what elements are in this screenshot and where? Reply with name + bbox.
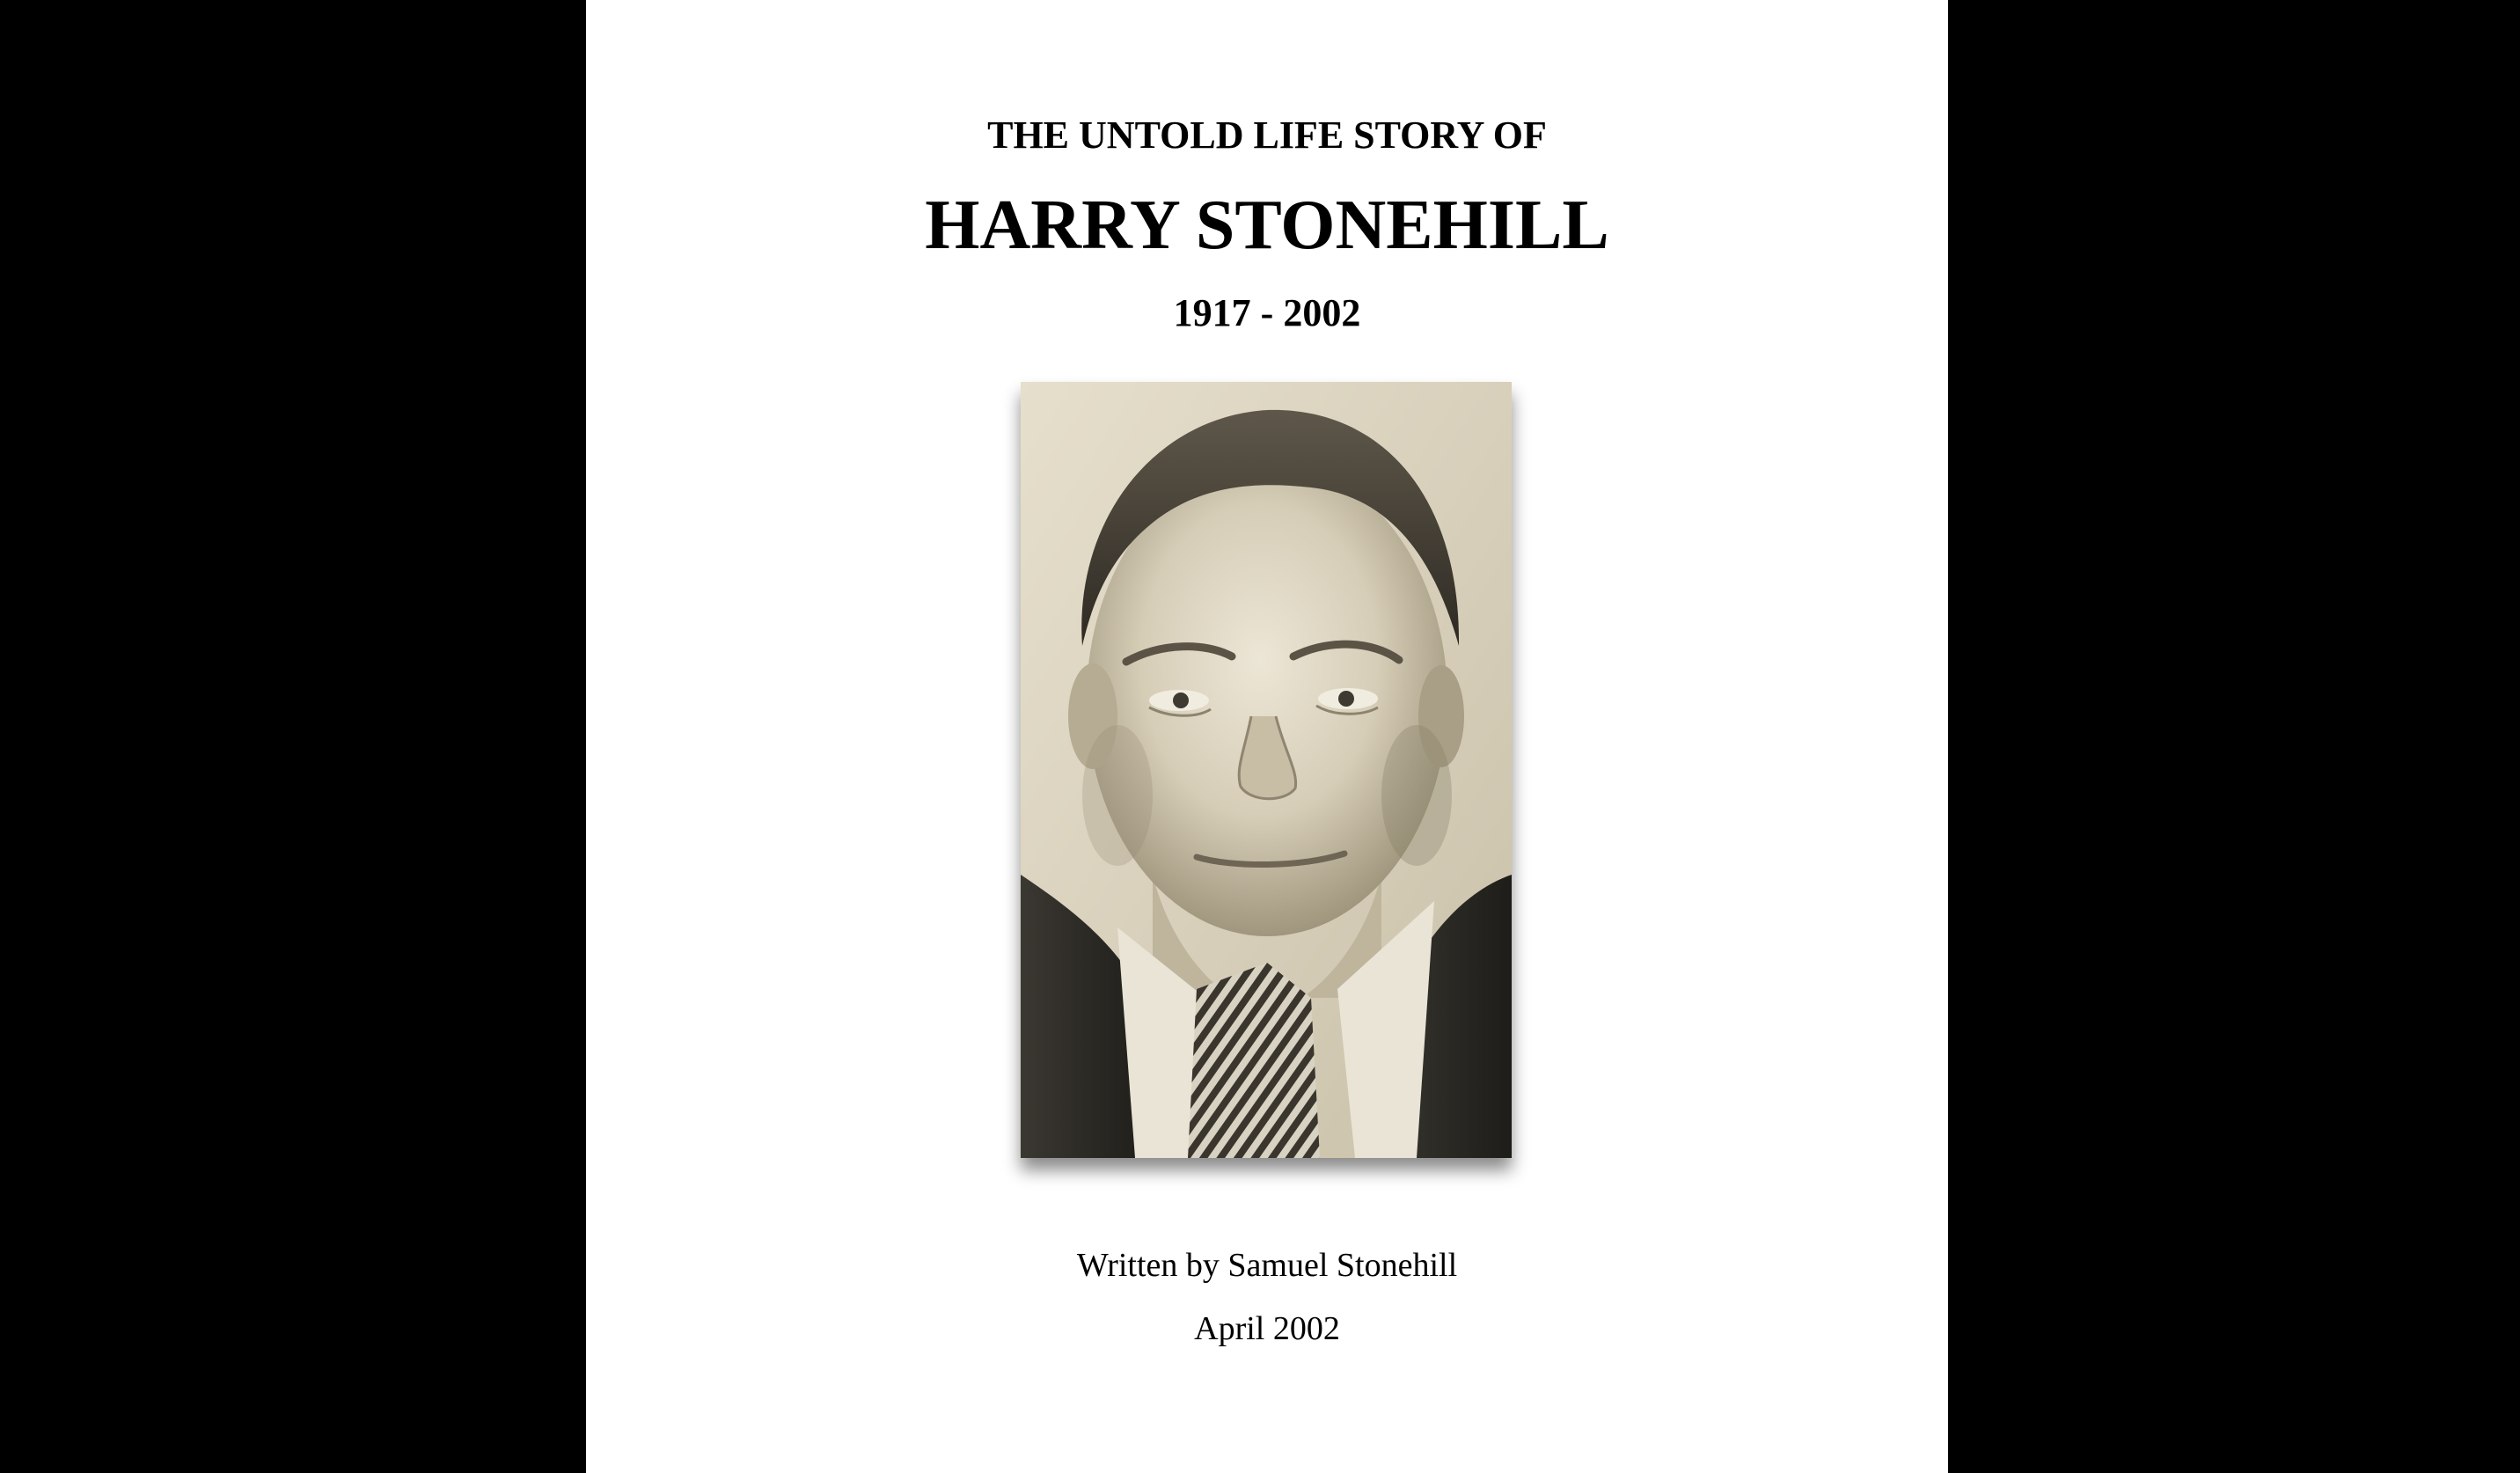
document-subtitle: THE UNTOLD LIFE STORY OF: [987, 114, 1547, 157]
life-years: 1917 - 2002: [1173, 291, 1361, 334]
portrait-illustration: [1021, 382, 1512, 1158]
document-title: HARRY STONEHILL: [925, 187, 1609, 264]
publication-date: April 2002: [1194, 1310, 1340, 1347]
author-line: Written by Samuel Stonehill: [1076, 1247, 1458, 1284]
document-page: [586, 0, 1948, 1473]
portrait-photo: [1021, 382, 1512, 1158]
